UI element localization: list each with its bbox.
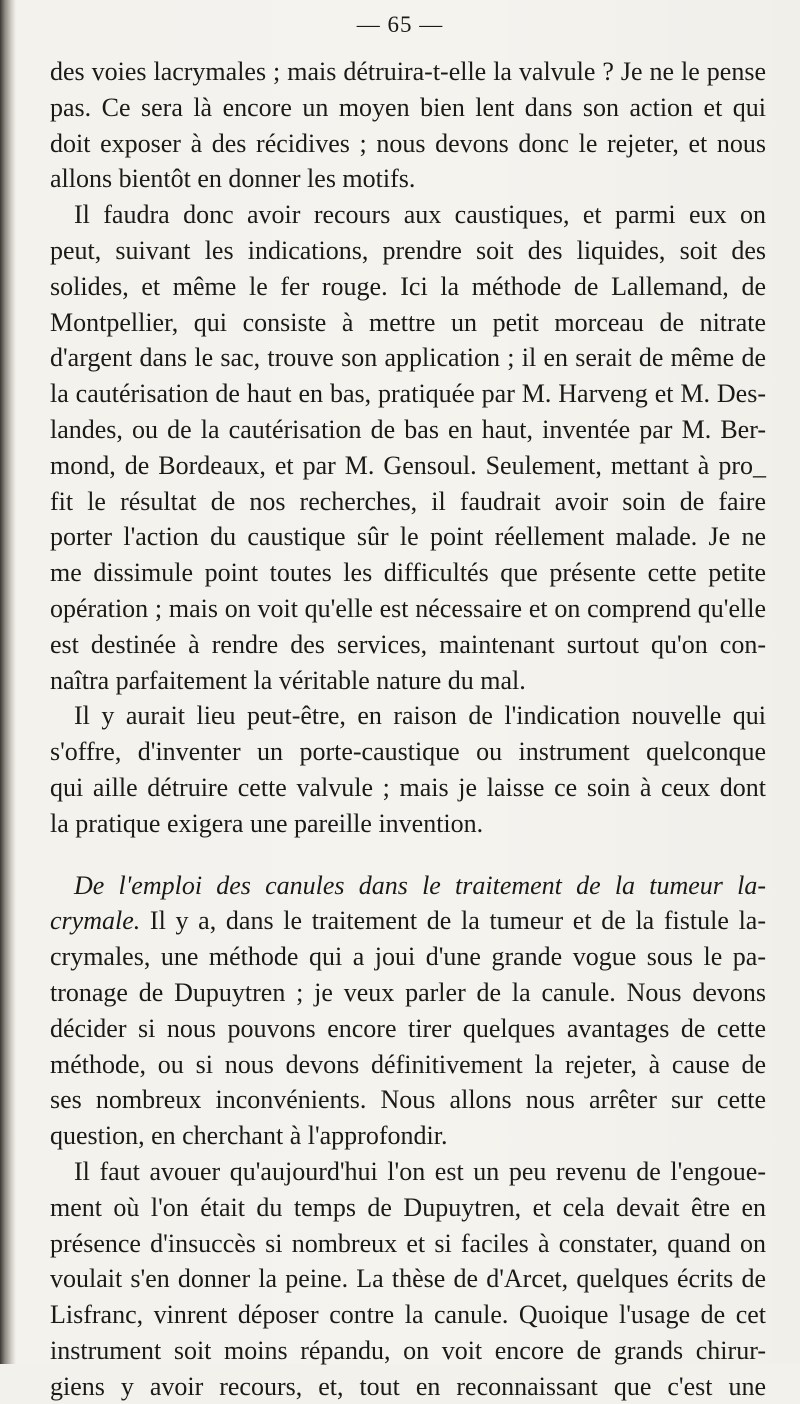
paragraph-5 xyxy=(50,1154,766,1404)
text-line: qui aille détruire cette valvule ; mais je laisse ce soin à ceux dont xyxy=(50,772,766,802)
text-line: s'offre, d'inventer un porte-caustique ou instrument quelconque xyxy=(50,737,766,767)
text-line: tronage de Dupuytren ; je veux parler de la canule. Nous devons xyxy=(50,977,766,1007)
text-line: naîtra parfaitement la véritable nature du mal. xyxy=(50,665,526,695)
text-line: ment où l'on était du temps de Dupuytren, et cela devait être en xyxy=(50,1192,766,1222)
section-heading: De l'emploi des canules dans le traitement de la tumeur la- xyxy=(74,870,766,900)
text-line: méthode, ou si nous devons définitivement la rejeter, à cause de xyxy=(50,1049,766,1079)
text-line: giens y avoir recours, et, tout en reconnaissant que c'est une xyxy=(50,1371,766,1401)
text-line: la pratique exigera une pareille invention. xyxy=(50,808,484,838)
text-line: voulait s'en donner la peine. La thèse de d'Arcet, quelques écrits de xyxy=(50,1264,766,1294)
text-line: solides, et même le fer rouge. Ici la méthode de Lallemand, de xyxy=(50,271,766,301)
text-line: porter l'action du caustique sûr le point réellement malade. Je ne xyxy=(50,522,766,552)
text-line: mond, de Bordeaux, et par M. Gensoul. Seulement, mettant à pro_ xyxy=(50,450,766,480)
text-line: allons bientôt en donner les motifs. xyxy=(50,164,416,194)
text-line: landes, ou de la cautérisation de bas en haut, inventée par M. Ber- xyxy=(50,414,766,444)
body-text xyxy=(50,54,766,1404)
text-line: présence d'insuccès si nombreux et si faciles à constater, quand on xyxy=(50,1228,766,1258)
page-binding-shadow xyxy=(0,0,16,1364)
text-line: est destinée à rendre des services, maintenant surtout qu'on con- xyxy=(50,629,766,659)
text-line: ses nombreux inconvénients. Nous allons nous arrêter sur cette xyxy=(50,1085,766,1115)
text-line: crymales, une méthode qui a joui d'une grande vogue sous le pa- xyxy=(50,942,766,972)
text-line xyxy=(50,903,766,939)
text-line: Montpellier, qui consiste à mettre un petit morceau de nitrate xyxy=(50,307,766,337)
section-heading-end: crymale. xyxy=(50,906,141,936)
text-line: d'argent dans le sac, trouve son application ; il en serait de même de xyxy=(50,343,766,373)
text-line: me dissimule point toutes les difficultés que présente cette petite xyxy=(50,558,766,588)
text-line: fit le résultat de nos recherches, il faudrait avoir soin de faire xyxy=(50,486,766,516)
paragraph-4 xyxy=(50,868,766,1154)
paragraph-2 xyxy=(50,197,766,698)
paragraph-1 xyxy=(50,54,766,197)
paragraph-3 xyxy=(50,698,766,841)
text-line: Il faudra donc avoir recours aux caustiques, et parmi eux on xyxy=(74,200,766,230)
text-line: décider si nous pouvons encore tirer quelques avantages de cette xyxy=(50,1013,766,1043)
text-line: peut, suivant les indications, prendre soit des liquides, soit des xyxy=(50,235,766,265)
text-line: instrument soit moins répandu, on voit encore de grands chirur- xyxy=(50,1335,766,1365)
text-fragment: Il y a, dans le traitement de la tumeur et de la fistule la- xyxy=(140,906,766,936)
text-line: doit exposer à des récidives ; nous devons donc le rejeter, et nous xyxy=(50,128,766,158)
text-line: la cautérisation de haut en bas, pratiquée par M. Harveng et M. Des- xyxy=(50,379,766,409)
text-line: question, en cherchant à l'approfondir. xyxy=(50,1121,448,1151)
text-line: pas. Ce sera là encore un moyen bien lent dans son action et qui xyxy=(50,92,766,122)
page-number: — 65 — xyxy=(356,12,444,37)
text-line: des voies lacrymales ; mais détruira-t-elle la valvule ? Je ne le pense xyxy=(50,57,766,86)
text-line: Il faut avouer qu'aujourd'hui l'on est un peu revenu de l'engoue- xyxy=(74,1156,766,1186)
text-line: Il y aurait lieu peut-être, en raison de l'indication nouvelle qui xyxy=(74,701,766,731)
text-line: opération ; mais on voit qu'elle est nécessaire et on comprend qu'elle xyxy=(50,593,766,623)
text-line: Lisfranc, vinrent déposer contre la canule. Quoique l'usage de cet xyxy=(50,1300,766,1330)
